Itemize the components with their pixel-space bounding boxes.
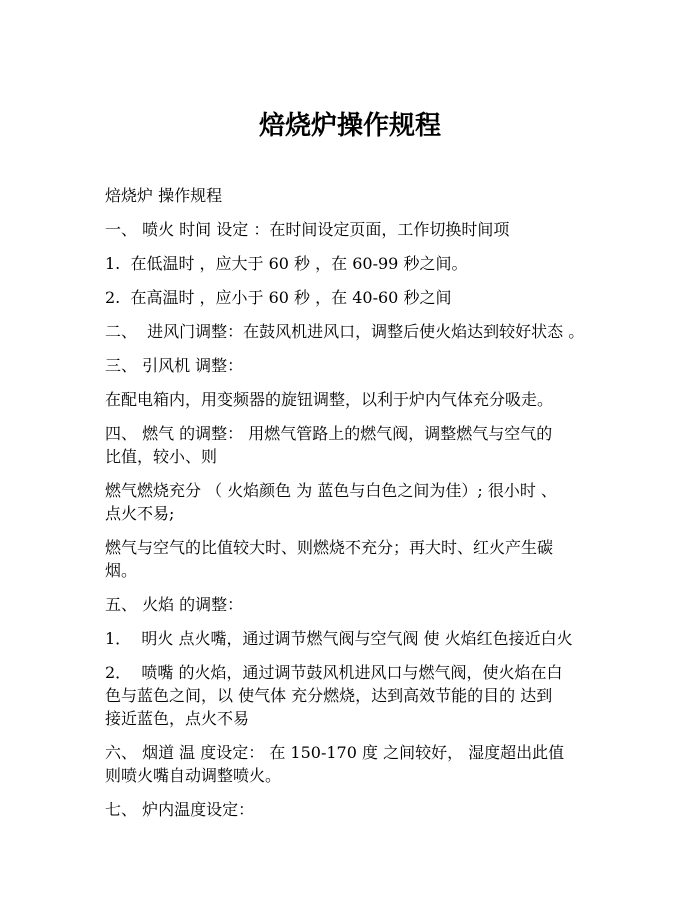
section-4-paragraph-3: 燃气与空气的比值较大时、则燃烧不充分；再大时、红火产生碳 烟。 [105,538,554,580]
section-1-item-1: 1. 在低温时 ，应大于 60 秒 ，在 60-99 秒之间。 [105,254,468,273]
section-4-paragraph-2: 燃气燃烧充分 （ 火焰颜色 为 蓝色与白色之间为佳）; 很小时 、 点火不易; [105,481,557,523]
section-1-item-2: 2. 在高温时 ，应小于 60 秒 ，在 40-60 秒之间 [105,288,452,307]
section-5-heading: 五、 火焰 的调整： [105,595,244,614]
document-title: 焙烧炉操作规程 [258,111,441,141]
section-5-item-1: 1． 明火 点火嘴，通过调节燃气阀与空气阀 使 火焰红色接近白火 [105,629,573,648]
paragraph-heading: 焙烧炉 操作规程 [105,186,223,205]
document-body [105,184,600,832]
section-6-paragraph: 六、 烟道 温 度设定： 在 150-170 度 之间较好， 湿度超出此值 则喷火嘴自动调整喷火。 [105,743,565,785]
section-4-paragraph: 四、 燃气 的调整： 用燃气管路上的燃气阀，调整燃气与空气的 比值，较小、则 [105,424,553,466]
section-2-paragraph: 二、 进风门调整：在鼓风机进风口，调整后使火焰达到较好状态 。 [105,322,585,341]
section-3-heading: 三、 引风机 调整： [105,356,244,375]
section-7-heading: 七、 炉内温度设定： [105,800,255,819]
section-5-item-2: 2． 喷嘴 的火焰，通过调节鼓风机进风口与燃气阀，使火焰在白 色与蓝色之间，以 使气体 充分燃烧，达到高效节能的目的 达到 接近蓝色，点火不易 [105,663,563,728]
section-1-heading: 一、 喷火 时间 设定 ：在时间设定页面，工作切换时间项 [105,220,510,239]
section-3-paragraph: 在配电箱内，用变频器的旋钮调整，以利于炉内气体充分吸走。 [105,390,554,409]
